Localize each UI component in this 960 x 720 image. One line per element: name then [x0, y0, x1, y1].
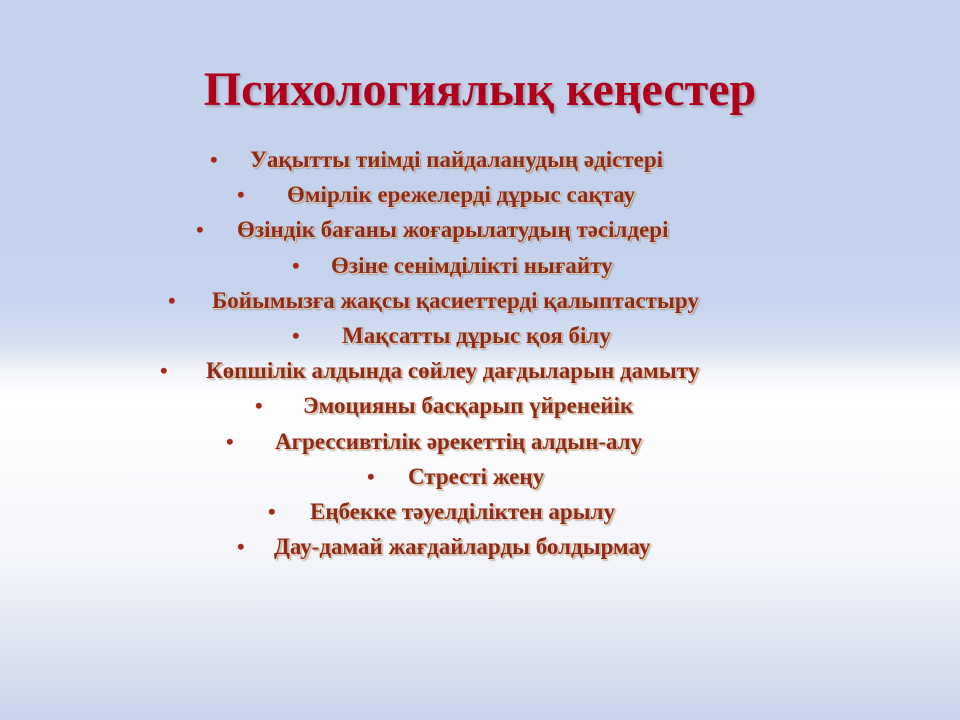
- list-item-text: Бойымызға жақсы қасиеттерді қалыптастыру: [212, 287, 699, 313]
- list-item: [0, 353, 960, 388]
- list-item-text: Уақытты тиімді пайдаланудың әдістері: [250, 147, 664, 172]
- list-item: [0, 212, 960, 247]
- list-item-text: Эмоцияны басқарып үйренейік: [303, 393, 634, 419]
- bullet-icon: •: [237, 182, 245, 208]
- list-item-text: Дау-дамай жағдайларды болдырмау: [274, 534, 651, 560]
- bullet-icon: •: [292, 252, 300, 278]
- list-item: [0, 248, 960, 283]
- list-item: [0, 424, 960, 459]
- bullet-icon: •: [367, 463, 375, 489]
- bullet-icon: •: [210, 147, 218, 172]
- bullet-icon: •: [160, 358, 168, 384]
- list-item: [0, 318, 960, 353]
- bullet-list: [0, 142, 960, 564]
- list-item: [0, 459, 960, 494]
- list-item-text: Агрессивтілік әрекеттің алдын-алу: [275, 428, 643, 454]
- bullet-icon: •: [168, 287, 176, 313]
- list-item-text: Өзіндік бағаны жоғарылатудың тәсілдері: [237, 217, 669, 243]
- list-item: [0, 142, 960, 177]
- bullet-icon: •: [255, 393, 263, 419]
- slide-title: Психологиялық кеңестер: [203, 63, 757, 116]
- list-item-text: Стресті жеңу: [408, 463, 545, 489]
- list-item-text: Көпшілік алдында сөйлеу дағдыларын дамыту: [206, 358, 700, 384]
- list-item: [0, 388, 960, 423]
- list-item: [0, 494, 960, 529]
- bullet-icon: •: [292, 322, 300, 348]
- list-item-text: Өзіне сенімділікті нығайту: [331, 252, 613, 278]
- list-item: [0, 283, 960, 318]
- bullet-icon: •: [268, 498, 276, 524]
- bullet-icon: •: [196, 217, 204, 243]
- list-item-text: Өмірлік ережелерді дұрыс сақтау: [287, 182, 636, 208]
- bullet-icon: •: [226, 428, 234, 454]
- bullet-icon: •: [237, 534, 245, 560]
- list-item: [0, 177, 960, 212]
- list-item-text: Мақсатты дұрыс қоя білу: [342, 322, 611, 348]
- list-item-text: Еңбекке тәуелділіктен арылу: [310, 498, 616, 524]
- list-item: [0, 529, 960, 564]
